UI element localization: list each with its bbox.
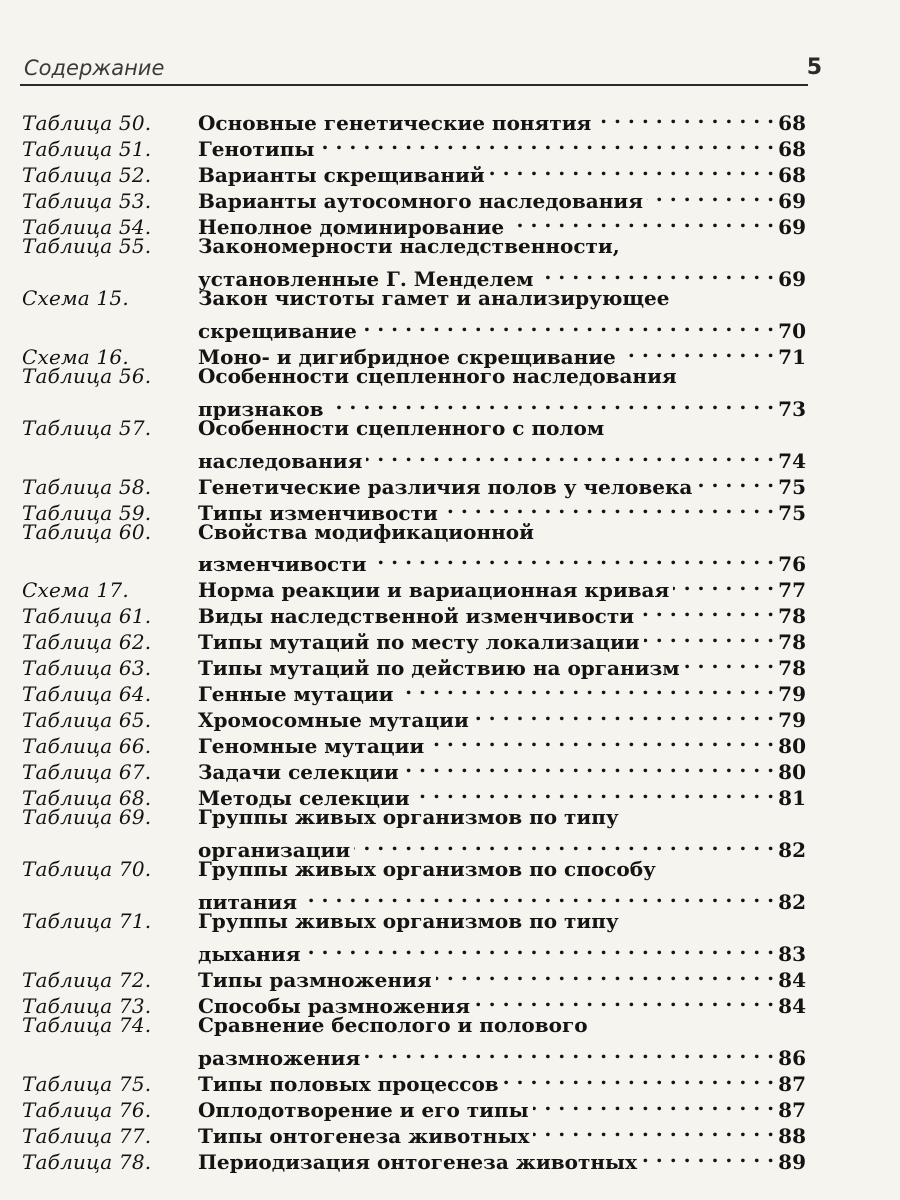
toc-entry-title: Типы размножения xyxy=(198,967,432,992)
page-header xyxy=(20,50,808,86)
toc-entry-page: 78 xyxy=(778,630,806,655)
dot-leader xyxy=(328,390,775,416)
toc-entry-label: Таблица 76. xyxy=(22,1097,152,1122)
toc-entry-title: Особенности сцепленного с полом xyxy=(198,415,605,440)
toc-entry xyxy=(22,520,806,546)
dot-leader xyxy=(503,1065,774,1091)
dot-leader xyxy=(364,1039,774,1065)
toc-entry-page: 82 xyxy=(778,890,806,915)
toc-entry-label: Таблица 59. xyxy=(22,500,152,525)
toc-entry-label: Таблица 60. xyxy=(22,519,152,544)
toc-entry-label: Таблица 73. xyxy=(22,993,152,1018)
toc-entry-page: 81 xyxy=(778,786,806,811)
toc-entry-label: Таблица 56. xyxy=(22,363,152,388)
dot-leader xyxy=(533,1091,774,1117)
toc-entry-page: 78 xyxy=(778,604,806,629)
toc-entry xyxy=(22,286,806,312)
toc-entry-label: Схема 15. xyxy=(22,285,129,310)
toc-entry-title: Группы живых организмов по способу xyxy=(198,857,656,882)
toc-entry-continuation xyxy=(22,390,806,421)
toc-entry-label: Таблица 64. xyxy=(22,682,152,707)
toc-entry-label: Таблица 53. xyxy=(22,188,152,213)
dot-leader xyxy=(641,1143,774,1169)
dot-leader xyxy=(403,753,774,779)
toc-entry-label: Схема 17. xyxy=(22,578,129,603)
toc-entry-page: 82 xyxy=(778,838,806,863)
toc-entry-title: Моно- и дигибридное скрещивание xyxy=(198,344,616,369)
dot-leader xyxy=(370,545,774,571)
toc-entry-page: 86 xyxy=(778,1045,806,1070)
toc-entry-page: 68 xyxy=(778,162,806,187)
toc-entry-label: Таблица 72. xyxy=(22,967,152,992)
toc-entry-title: Типы онтогенеза животных xyxy=(198,1123,530,1148)
toc-entry-continuation xyxy=(22,883,806,915)
toc-entry-label: Таблица 67. xyxy=(22,760,152,785)
toc-entry-page: 80 xyxy=(778,760,806,785)
dot-leader xyxy=(489,156,775,182)
toc-entry-label: Таблица 69. xyxy=(22,805,152,830)
toc-entry-label: Таблица 71. xyxy=(22,909,152,934)
toc-entry-label: Таблица 55. xyxy=(22,233,152,258)
toc-entry-label: Таблица 50. xyxy=(22,110,152,135)
toc-entry-page: 78 xyxy=(778,656,806,681)
toc-entry-title: Генетические различия полов у человека xyxy=(198,474,693,499)
toc-entry xyxy=(22,1065,806,1096)
toc-entry-title: Виды наследственной изменчивости xyxy=(198,604,635,629)
dot-leader xyxy=(414,779,775,805)
toc-entry xyxy=(22,234,806,260)
dot-leader xyxy=(538,260,775,286)
toc-entry-title: Сравнение бесполого и полового xyxy=(198,1012,588,1037)
dot-leader xyxy=(301,883,774,909)
toc-entry-title: Особенности сцепленного наследования xyxy=(198,363,677,388)
toc-entry-continuation xyxy=(22,545,806,577)
toc-entry-page: 89 xyxy=(778,1149,806,1174)
toc-entry xyxy=(22,338,806,369)
dot-leader xyxy=(361,312,774,338)
toc-entry-page: 69 xyxy=(778,214,806,239)
toc-entry-title: Закономерности наследственности, xyxy=(198,233,620,258)
toc-entry-label: Таблица 62. xyxy=(22,630,152,655)
toc-entry-label: Схема 16. xyxy=(22,344,129,369)
toc-entry-title: Генные мутации xyxy=(198,682,394,707)
toc-entry-title: Методы селекции xyxy=(198,786,410,811)
toc-entry-page: 84 xyxy=(778,967,806,992)
toc-entry-page: 68 xyxy=(778,136,806,161)
toc-entry-label: Таблица 61. xyxy=(22,604,152,629)
toc-entry-title: наследования xyxy=(198,448,363,473)
toc-entry-title: Норма реакции и вариационная кривая xyxy=(198,578,670,603)
dot-leader xyxy=(620,338,774,364)
toc-entry-page: 69 xyxy=(778,188,806,213)
toc-entry-page: 70 xyxy=(778,318,806,343)
dot-leader xyxy=(696,468,774,494)
toc-entry-label: Таблица 51. xyxy=(22,136,152,161)
toc-entry-page: 75 xyxy=(778,474,806,499)
toc-entry-title: Группы живых организмов по типу xyxy=(198,909,619,934)
toc-entry-title: размножения xyxy=(198,1045,361,1070)
toc-entry-page: 79 xyxy=(778,708,806,733)
toc-entry-page: 80 xyxy=(778,734,806,759)
toc-entry-continuation xyxy=(22,312,806,343)
toc-entry-page: 79 xyxy=(778,682,806,707)
toc-entry-title: скрещивание xyxy=(198,318,357,343)
toc-entry-title: изменчивости xyxy=(198,552,367,577)
dot-leader xyxy=(442,494,774,520)
toc-entry-page: 69 xyxy=(778,266,806,291)
toc-entry-title: организации xyxy=(198,838,351,863)
toc-entry-label: Таблица 58. xyxy=(22,474,152,499)
toc-entry-title: Задачи селекции xyxy=(198,760,399,785)
toc-entry-label: Таблица 66. xyxy=(22,734,152,759)
toc-entry-title: Неполное доминирование xyxy=(198,214,505,239)
toc-entry-title: дыхания xyxy=(198,941,301,966)
dot-leader xyxy=(473,701,774,727)
toc-entry-title: Способы размножения xyxy=(198,993,470,1018)
toc-entry-page: 75 xyxy=(778,500,806,525)
dot-leader xyxy=(644,623,775,649)
dot-leader xyxy=(673,571,774,597)
toc-entry-label: Таблица 75. xyxy=(22,1071,152,1096)
toc-entry-page: 87 xyxy=(778,1097,806,1122)
dot-leader xyxy=(305,935,775,961)
toc-entry-page: 68 xyxy=(778,110,806,135)
toc-entry-title: Оплодотворение и его типы xyxy=(198,1097,529,1122)
toc-entry-title: установленные Г. Менделем xyxy=(198,266,534,291)
toc-entry-page: 88 xyxy=(778,1123,806,1148)
toc-entry-title: Группы живых организмов по типу xyxy=(198,805,619,830)
toc-entry-label: Таблица 77. xyxy=(22,1123,152,1148)
toc-entry xyxy=(22,104,806,135)
toc-entry-title: Типы мутаций по действию на организм xyxy=(198,656,680,681)
toc-entry-title: признаков xyxy=(198,396,324,421)
toc-entry-title: Варианты скрещиваний xyxy=(198,162,485,187)
toc-entry-page: 74 xyxy=(778,448,806,473)
toc-entry-label: Таблица 78. xyxy=(22,1149,152,1174)
toc-entry-title: Свойства модификационной xyxy=(198,519,534,544)
toc-entry xyxy=(22,1013,806,1039)
toc-entry-title: Варианты аутосомного наследования xyxy=(198,188,643,213)
toc-entry-continuation xyxy=(22,935,806,966)
dot-leader xyxy=(436,961,775,987)
toc-entry-title: Геномные мутации xyxy=(198,734,425,759)
toc-entry-page: 76 xyxy=(778,552,806,577)
toc-entry-title: Типы изменчивости xyxy=(198,500,438,525)
toc-entry-continuation xyxy=(22,1039,806,1070)
toc-entry-title: Типы половых процессов xyxy=(198,1071,499,1096)
toc-entry xyxy=(22,805,806,831)
dot-leader xyxy=(595,104,774,130)
toc-entry-title: питания xyxy=(198,890,298,915)
dot-leader xyxy=(508,208,774,234)
toc-entry xyxy=(22,909,806,935)
dot-leader xyxy=(647,182,774,208)
dot-leader xyxy=(366,442,774,468)
toc-entry-title: Закон чистоты гамет и анализирующее xyxy=(198,285,670,310)
dot-leader xyxy=(318,130,774,156)
toc-entry-continuation xyxy=(22,442,806,473)
toc-entry-page: 71 xyxy=(778,344,806,369)
toc-entry-page: 87 xyxy=(778,1071,806,1096)
toc-entry-title: Типы мутаций по месту локализации xyxy=(198,630,640,655)
dot-leader xyxy=(684,649,775,675)
toc-entry-label: Таблица 52. xyxy=(22,162,152,187)
toc-entry xyxy=(22,364,806,390)
toc-entry xyxy=(22,571,806,603)
dot-leader xyxy=(428,727,774,753)
dot-leader xyxy=(638,597,774,623)
table-of-contents xyxy=(22,104,806,1174)
toc-entry-title: Основные генетические понятия xyxy=(198,110,592,135)
toc-entry-label: Таблица 65. xyxy=(22,708,152,733)
toc-entry-title: Периодизация онтогенеза животных xyxy=(198,1149,638,1174)
toc-entry-label: Таблица 70. xyxy=(22,857,152,882)
toc-entry-label: Таблица 63. xyxy=(22,656,152,681)
toc-entry-page: 77 xyxy=(778,578,806,603)
toc-entry xyxy=(22,857,806,883)
dot-leader xyxy=(354,831,774,857)
toc-entry xyxy=(22,468,806,499)
dot-leader xyxy=(474,987,774,1013)
toc-entry-label: Таблица 54. xyxy=(22,214,152,239)
toc-entry-page: 83 xyxy=(778,941,806,966)
toc-entry-continuation xyxy=(22,260,806,291)
toc-entry-label: Таблица 74. xyxy=(22,1012,152,1037)
toc-entry xyxy=(22,961,806,992)
toc-entry-continuation xyxy=(22,831,806,863)
toc-entry-label: Таблица 68. xyxy=(22,786,152,811)
toc-entry-page: 84 xyxy=(778,993,806,1018)
running-head-title: Содержание xyxy=(24,56,165,80)
dot-leader xyxy=(533,1117,774,1143)
toc-entry-title: Генотипы xyxy=(198,136,315,161)
toc-entry-page: 73 xyxy=(778,396,806,421)
toc-entry xyxy=(22,416,806,442)
toc-entry-label: Таблица 57. xyxy=(22,415,152,440)
page-number: 5 xyxy=(806,55,822,80)
dot-leader xyxy=(398,675,775,701)
toc-entry-title: Хромосомные мутации xyxy=(198,708,469,733)
